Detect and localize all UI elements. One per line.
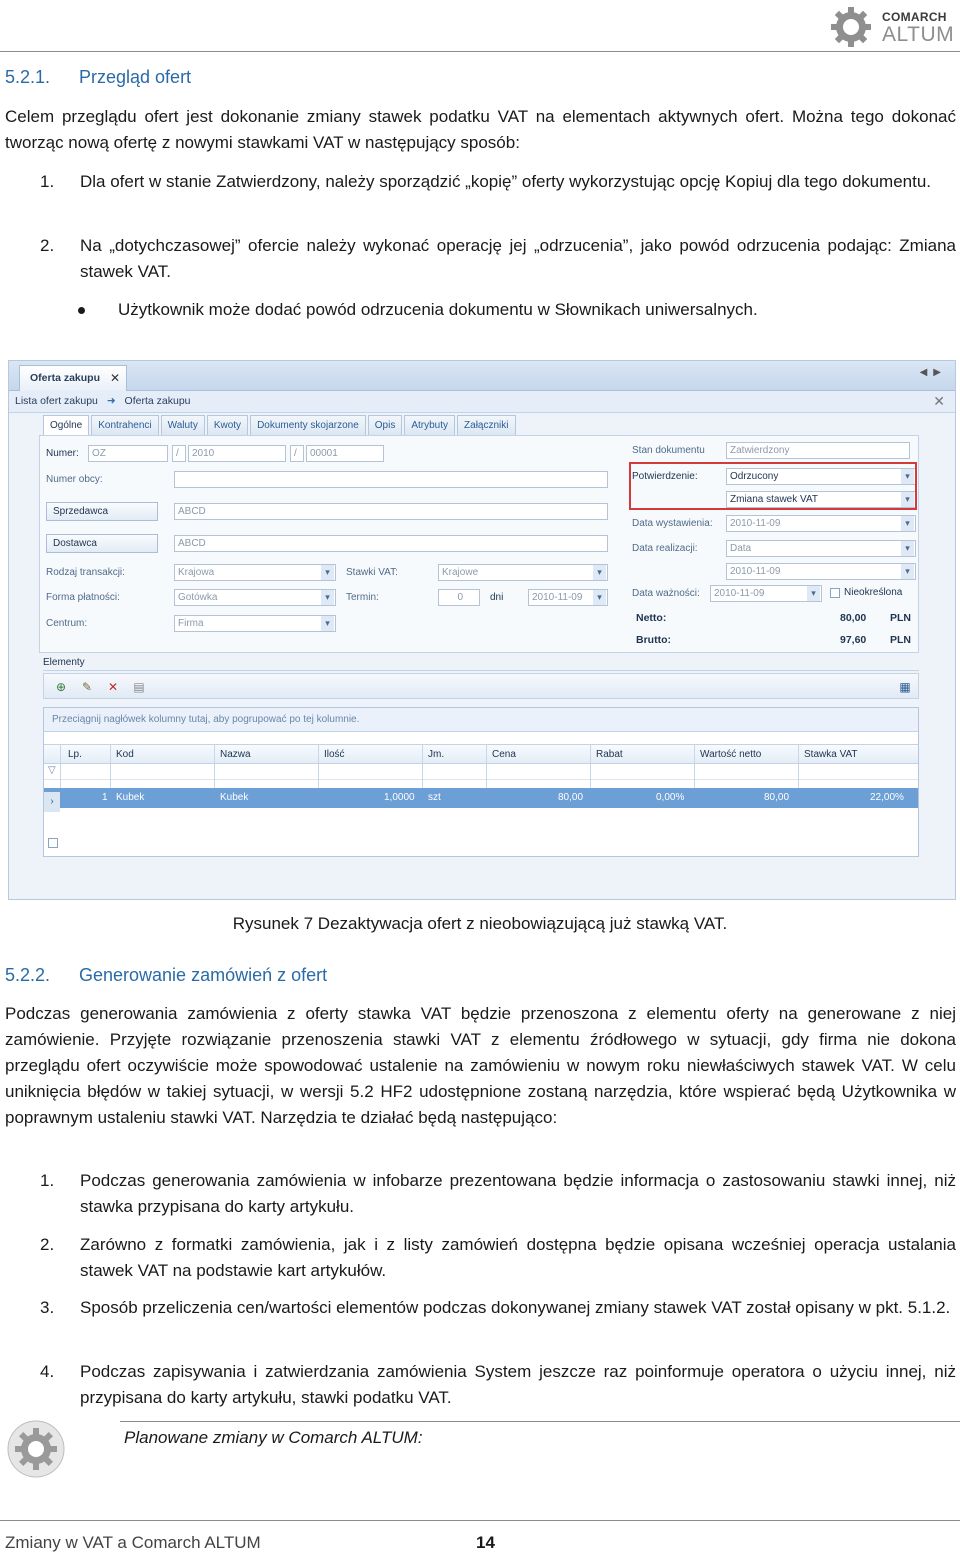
list-item bbox=[40, 1232, 956, 1284]
forma-platnosci-select[interactable]: Gotówka ▾ bbox=[174, 589, 336, 606]
tab-oferta-zakupu[interactable] bbox=[19, 365, 127, 391]
column-cena[interactable]: Cena bbox=[492, 749, 516, 760]
figure-screenshot bbox=[8, 360, 956, 900]
rodzaj-transakcji-label: Rodzaj transakcji: bbox=[46, 567, 125, 578]
section-title: Generowanie zamówień z ofert bbox=[79, 965, 328, 985]
netto-label: Netto: bbox=[636, 612, 667, 624]
data-realizacji-select[interactable]: Data ▾ bbox=[726, 540, 916, 557]
highlight-rejection-box bbox=[629, 462, 917, 510]
list-text: Zarówno z formatki zamówienia, jak i z listy zamówień dostępna będzie opisana wcześniej operacja ustalania stawek VAT na podstawie kart artykułów. bbox=[80, 1235, 956, 1280]
footer-divider bbox=[0, 1520, 960, 1521]
section-title: Przegląd ofert bbox=[79, 67, 192, 87]
potwierdzenie-select[interactable]: Odrzucony ▾ bbox=[726, 468, 916, 485]
sprzedawca-input[interactable]: ABCD bbox=[174, 503, 608, 520]
subtab-atrybuty[interactable]: Atrybuty bbox=[404, 415, 455, 435]
comarch-altum-logo bbox=[828, 4, 960, 48]
paragraph-intro: Celem przeglądu ofert jest dokonanie zmiany stawek podatku VAT na elementach aktywnych ofert. Można tego dokonać tworząc nową ofertę z nowymi stawkami VAT w następujący sposób: bbox=[5, 107, 956, 152]
list-item bbox=[40, 1168, 956, 1220]
elements-toolbar bbox=[43, 673, 919, 699]
list-number: 4. bbox=[40, 1362, 55, 1381]
sprzedawca-button[interactable]: Sprzedawca bbox=[46, 502, 158, 521]
data-wystawienia-input[interactable]: 2010-11-09 ▾ bbox=[726, 515, 916, 532]
list-text: Na „dotychczasowej” ofercie należy wykonać operację jej „odrzucenia”, jako powód odrzucenia podając: Zmiana stawek VAT. bbox=[80, 236, 956, 281]
planned-divider bbox=[120, 1421, 960, 1422]
bullet-dot-icon bbox=[78, 307, 85, 314]
netto-value: 80,00 bbox=[840, 612, 867, 624]
bullet-item bbox=[78, 300, 758, 320]
list-number: 2. bbox=[40, 1235, 55, 1254]
subtab-opis[interactable]: Opis bbox=[368, 415, 403, 435]
breadcrumb bbox=[9, 391, 955, 413]
add-element-icon[interactable]: ⊕ bbox=[55, 680, 67, 694]
section-heading-521 bbox=[5, 67, 191, 88]
brutto-currency: PLN bbox=[890, 634, 911, 646]
cell-cena: 80,00 bbox=[558, 792, 584, 803]
netto-currency: PLN bbox=[890, 612, 911, 624]
group-by-hint: Przeciągnij nagłówek kolumny tutaj, aby pogrupować po tej kolumnie. bbox=[44, 708, 918, 732]
cell-wartosc-netto: 80,00 bbox=[764, 792, 790, 803]
grid-filter-row[interactable] bbox=[44, 764, 918, 780]
centrum-select[interactable]: Firma ▾ bbox=[174, 615, 336, 632]
termin-input[interactable]: 0 bbox=[438, 589, 480, 606]
numer-prefix-input[interactable]: OZ bbox=[88, 445, 168, 462]
section-heading-522 bbox=[5, 965, 327, 986]
logo-comarch-text: COMARCH bbox=[882, 10, 947, 24]
edit-element-icon[interactable]: ✎ bbox=[81, 680, 93, 694]
subtab-ogolne[interactable]: Ogólne bbox=[43, 415, 89, 435]
delete-element-icon[interactable]: ✕ bbox=[107, 680, 119, 694]
dostawca-button[interactable]: Dostawca bbox=[46, 534, 158, 553]
logo-altum-text: ALTUM bbox=[882, 23, 955, 46]
stawki-vat-select[interactable]: Krajowe ▾ bbox=[438, 564, 608, 581]
list-text: Podczas zapisywania i zatwierdzania zamówienia System jeszcze raz poinformuje operatora o użyciu innej, niż przypisana do karty artykułu, stawki podatku VAT. bbox=[80, 1362, 956, 1407]
subtab-kwoty[interactable]: Kwoty bbox=[207, 415, 248, 435]
gear-icon bbox=[6, 1419, 66, 1479]
stawki-vat-label: Stawki VAT: bbox=[346, 567, 398, 578]
numer-separator: / bbox=[172, 445, 186, 462]
list-text: Sposób przeliczenia cen/wartości elementów podczas dokonywanej zmiany stawek VAT został opisany w pkt. 5.1.2. bbox=[80, 1298, 951, 1317]
dostawca-input[interactable]: ABCD bbox=[174, 535, 608, 552]
list-item bbox=[40, 169, 956, 195]
column-ilosc[interactable]: Ilość bbox=[324, 749, 345, 760]
data-realizacji-date[interactable]: 2010-11-09 ▾ bbox=[726, 563, 916, 580]
numer-seq-input[interactable]: 00001 bbox=[306, 445, 384, 462]
data-waznosci-label: Data ważności: bbox=[632, 588, 700, 599]
termin-unit: dni bbox=[490, 592, 504, 603]
subtab-waluty[interactable]: Waluty bbox=[161, 415, 205, 435]
elements-grid bbox=[43, 707, 919, 857]
list-number: 2. bbox=[40, 236, 55, 255]
breadcrumb-list-link[interactable]: Lista ofert zakupu bbox=[15, 395, 98, 407]
column-stawka-vat[interactable]: Stawka VAT bbox=[804, 749, 858, 760]
breadcrumb-current: Oferta zakupu bbox=[124, 395, 191, 407]
planned-changes-label: Planowane zmiany w Comarch ALTUM: bbox=[124, 1428, 423, 1447]
subtab-dokumenty-skojarzone[interactable]: Dokumenty skojarzone bbox=[250, 415, 366, 435]
close-icon[interactable]: ✕ bbox=[933, 393, 945, 409]
data-waznosci-input[interactable]: 2010-11-09 ▾ bbox=[710, 585, 822, 602]
cell-nazwa: Kubek bbox=[220, 792, 249, 803]
subtab-kontrahenci[interactable]: Kontrahenci bbox=[91, 415, 158, 435]
filter-icon[interactable]: ▽ bbox=[48, 765, 56, 776]
figure-caption: Rysunek 7 Dezaktywacja ofert z nieobowiązującą już stawką VAT. bbox=[232, 914, 728, 933]
column-kod[interactable]: Kod bbox=[116, 749, 134, 760]
grid-header bbox=[44, 744, 918, 764]
list-number: 1. bbox=[40, 1171, 55, 1190]
copy-element-icon[interactable]: ▤ bbox=[133, 680, 145, 694]
stan-dokumentu-input: Zatwierdzony bbox=[726, 442, 910, 459]
list-text: Dla ofert w stanie Zatwierdzony, należy sporządzić „kopię” oferty wykorzystując opcję Kopiuj dla tego dokumentu. bbox=[80, 172, 932, 191]
centrum-label: Centrum: bbox=[46, 618, 88, 629]
forma-platnosci-label: Forma płatności: bbox=[46, 592, 120, 603]
numer-year-input[interactable]: 2010 bbox=[188, 445, 286, 462]
grid-footer-checkbox[interactable] bbox=[48, 838, 58, 848]
powod-odrzucenia-select[interactable]: Zmiana stawek VAT ▾ bbox=[726, 491, 916, 508]
list-number: 1. bbox=[40, 172, 55, 191]
elements-section-title: Elementy bbox=[43, 657, 919, 671]
tab-label: Oferta zakupu bbox=[30, 372, 101, 384]
paragraph-body: Podczas generowania zamówienia z oferty stawka VAT będzie przenoszona z elementu oferty na generowane z niej zamówienie. Przyjęte rozwiązanie przenoszenia stawki VAT z elementu źródłowego w sytuacji, gdy firma nie dokona przeglądu ofert oczywiście może spowodować ustalenie na zamówieniu w nowym roku niewłaściwych stawek VAT. W celu uniknięcia błędów w takiej sytuacji, w wersji 5.2 HF2 udostępnione zostaną narzędzia, które wspierać będą Użytkownika w poprawnym ustaleniu stawki VAT. Narzędzia te działać będą następująco: bbox=[5, 1004, 956, 1127]
brutto-label: Brutto: bbox=[636, 634, 671, 646]
grid-settings-icon[interactable]: ▦ bbox=[899, 680, 911, 694]
column-wartosc-netto[interactable]: Wartość netto bbox=[700, 749, 762, 760]
grid-footer bbox=[48, 838, 58, 851]
gear-logo-icon bbox=[830, 6, 872, 48]
section-number: 5.2.1. bbox=[5, 67, 51, 87]
bullet-text: Użytkownik może dodać powód odrzucenia dokumentu w Słownikach uniwersalnych. bbox=[118, 300, 758, 319]
cell-kod: Kubek bbox=[116, 792, 145, 803]
numer-separator: / bbox=[290, 445, 304, 462]
nieokreslona-label: Nieokreślona bbox=[844, 587, 903, 598]
column-rabat[interactable]: Rabat bbox=[596, 749, 623, 760]
nieokreslona-checkbox[interactable] bbox=[830, 588, 840, 598]
termin-date-input[interactable]: 2010-11-09 ▾ bbox=[528, 589, 608, 606]
header-divider bbox=[0, 51, 960, 52]
row-indicator-icon: › bbox=[44, 792, 60, 812]
arrow-right-icon: ➜ bbox=[106, 395, 116, 407]
potwierdzenie-label: Potwierdzenie: bbox=[632, 471, 698, 482]
list-number: 3. bbox=[40, 1298, 55, 1317]
page-number: 14 bbox=[476, 1533, 495, 1552]
cell-jm: szt bbox=[428, 792, 441, 803]
termin-label: Termin: bbox=[346, 592, 379, 603]
data-wystawienia-label: Data wystawienia: bbox=[632, 518, 713, 529]
tab-scroll-arrows-icon[interactable]: ◀▶ bbox=[919, 367, 947, 378]
numer-label: Numer: bbox=[46, 448, 79, 459]
document-tab-bar bbox=[9, 361, 955, 391]
cell-lp: 1 bbox=[102, 792, 108, 803]
list-item bbox=[40, 233, 956, 285]
stan-dokumentu-label: Stan dokumentu bbox=[632, 445, 705, 456]
section-number: 5.2.2. bbox=[5, 965, 51, 985]
cell-stawka-vat: 22,00% bbox=[870, 792, 904, 803]
subtab-zalaczniki[interactable]: Załączniki bbox=[457, 415, 515, 435]
cell-ilosc: 1,0000 bbox=[384, 792, 415, 803]
data-realizacji-label: Data realizacji: bbox=[632, 543, 698, 554]
numer-obcy-input[interactable] bbox=[174, 471, 608, 488]
footer-title: Zmiany w VAT a Comarch ALTUM bbox=[5, 1533, 261, 1552]
list-text: Podczas generowania zamówienia w infobarze prezentowana będzie informacja o zastosowaniu stawki innej, niż stawka przypisana do karty artykułu. bbox=[80, 1171, 956, 1216]
brutto-value: 97,60 bbox=[840, 634, 867, 646]
numer-obcy-label: Numer obcy: bbox=[46, 474, 103, 485]
rodzaj-transakcji-select[interactable]: Krajowa ▾ bbox=[174, 564, 336, 581]
list-item bbox=[40, 1359, 956, 1411]
table-row[interactable] bbox=[44, 788, 918, 808]
close-tab-icon[interactable]: ✕ bbox=[109, 371, 120, 385]
column-nazwa[interactable]: Nazwa bbox=[220, 749, 251, 760]
cell-rabat: 0,00% bbox=[656, 792, 685, 803]
list-item bbox=[40, 1295, 956, 1321]
column-lp[interactable]: Lp. bbox=[68, 749, 82, 760]
column-jm[interactable]: Jm. bbox=[428, 749, 445, 760]
form-subtabs bbox=[43, 415, 518, 435]
